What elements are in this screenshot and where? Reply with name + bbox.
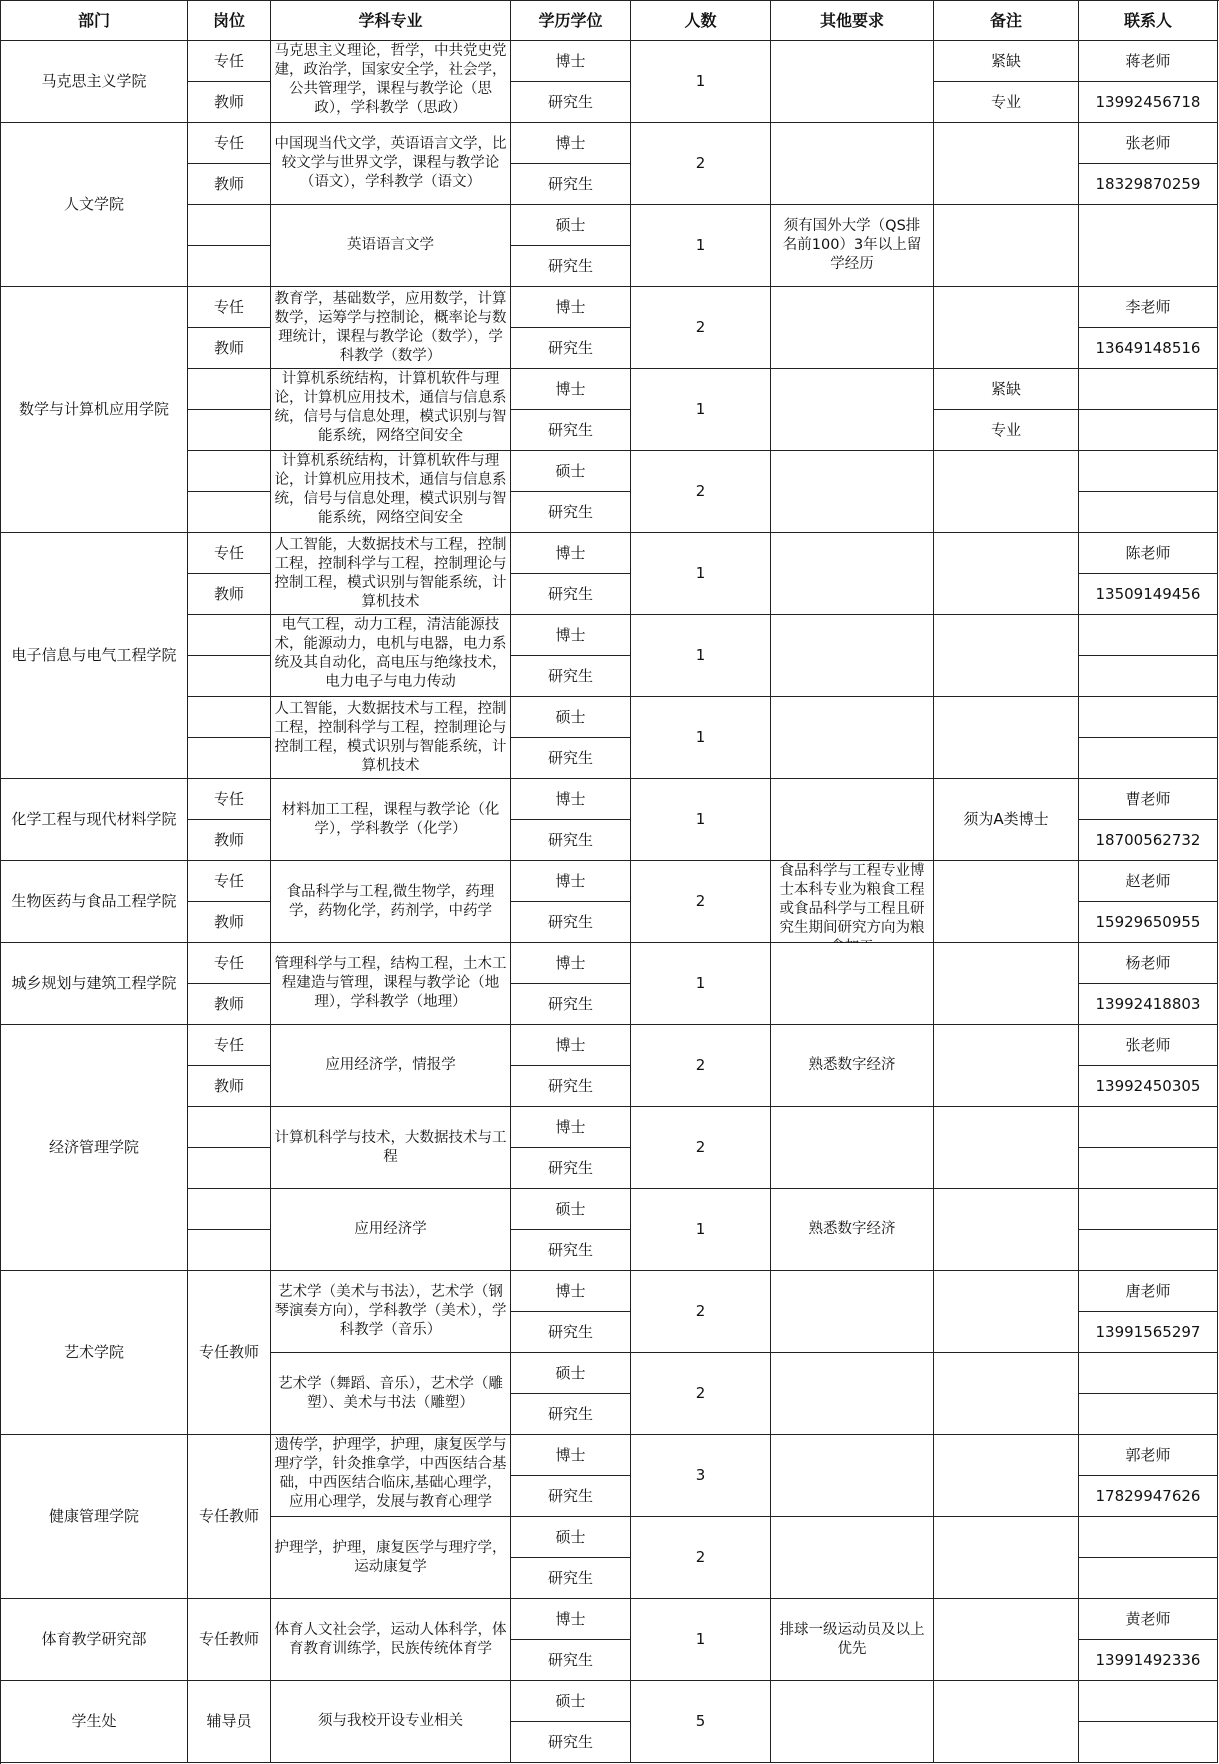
cell-department: 城乡规划与建筑工程学院 — [1, 943, 188, 1025]
cell-count: 2 — [631, 1271, 771, 1353]
cell-major: 计算机系统结构，计算机软件与理论，计算机应用技术，通信与信息系统，信号与信息处理，模式识别与智能系统，网络空间安全 — [271, 451, 511, 533]
cell-degree: 研究生 — [511, 820, 631, 861]
cell-major: 艺术学（美术与书法），艺术学（钢琴演奏方向），学科教学（美术），学科教学（音乐） — [271, 1271, 511, 1353]
cell-major: 应用经济学，情报学 — [271, 1025, 511, 1107]
cell-requirements — [771, 1353, 934, 1435]
cell-position — [188, 410, 271, 451]
cell-major: 遗传学，护理学，护理，康复医学与理疗学，针灸推拿学，中西医结合基础，中西医结合临床,基础心理学，应用心理学，发展与教育心理学 — [271, 1435, 511, 1517]
cell-degree: 研究生 — [511, 1312, 631, 1353]
cell-contact: 18700562732 — [1079, 820, 1218, 861]
cell-count: 1 — [631, 943, 771, 1025]
cell-remark — [934, 1681, 1079, 1763]
cell-contact — [1079, 615, 1218, 656]
cell-remark — [934, 1517, 1079, 1599]
header-count: 人数 — [631, 1, 771, 41]
cell-degree: 博士 — [511, 1271, 631, 1312]
cell-degree: 博士 — [511, 369, 631, 410]
cell-requirements — [771, 1107, 934, 1189]
cell-major: 教育学，基础数学，应用数学，计算数学，运筹学与控制论，概率论与数理统计，课程与教学论（数学），学科教学（数学） — [271, 287, 511, 369]
cell-count: 1 — [631, 779, 771, 861]
cell-degree: 研究生 — [511, 410, 631, 451]
cell-major: 人工智能，大数据技术与工程，控制工程，控制科学与工程，控制理论与控制工程，模式识别与智能系统，计算机技术 — [271, 533, 511, 615]
cell-degree: 研究生 — [511, 82, 631, 123]
cell-degree: 博士 — [511, 287, 631, 328]
cell-count: 2 — [631, 123, 771, 205]
cell-contact: 李老师 — [1079, 287, 1218, 328]
cell-position: 专任 — [188, 123, 271, 164]
cell-remark — [934, 1189, 1079, 1271]
header-major: 学科专业 — [271, 1, 511, 41]
cell-count: 2 — [631, 1353, 771, 1435]
cell-degree: 研究生 — [511, 1476, 631, 1517]
cell-contact: 13992456718 — [1079, 82, 1218, 123]
cell-major: 马克思主义理论，哲学，中共党史党建，政治学，国家安全学，社会学，公共管理学，课程与教学论（思政），学科教学（思政） — [271, 41, 511, 123]
cell-department: 化学工程与现代材料学院 — [1, 779, 188, 861]
cell-major: 电气工程，动力工程，清洁能源技术，能源动力，电机与电器，电力系统及其自动化，高电压与绝缘技术，电力电子与电力传动 — [271, 615, 511, 697]
cell-position: 专任 — [188, 779, 271, 820]
cell-position — [188, 656, 271, 697]
cell-position — [188, 451, 271, 492]
cell-major: 人工智能，大数据技术与工程，控制工程，控制科学与工程，控制理论与控制工程，模式识别与智能系统，计算机技术 — [271, 697, 511, 779]
cell-requirements — [771, 451, 934, 533]
cell-degree: 博士 — [511, 1435, 631, 1476]
cell-position — [188, 1107, 271, 1148]
cell-contact — [1079, 1722, 1218, 1763]
cell-degree: 研究生 — [511, 1394, 631, 1435]
cell-position: 专任 — [188, 41, 271, 82]
cell-degree: 博士 — [511, 123, 631, 164]
cell-position: 专任教师 — [188, 1435, 271, 1599]
cell-major: 英语语言文学 — [271, 205, 511, 287]
cell-degree: 研究生 — [511, 738, 631, 779]
cell-contact: 陈老师 — [1079, 533, 1218, 574]
cell-major: 应用经济学 — [271, 1189, 511, 1271]
recruitment-table — [1, 1, 1218, 1763]
cell-contact — [1079, 492, 1218, 533]
cell-position: 专任教师 — [188, 1599, 271, 1681]
cell-position: 教师 — [188, 328, 271, 369]
cell-department: 艺术学院 — [1, 1271, 188, 1435]
cell-contact — [1079, 1517, 1218, 1558]
cell-position: 专任 — [188, 287, 271, 328]
cell-position — [188, 205, 271, 246]
cell-degree: 博士 — [511, 779, 631, 820]
cell-position — [188, 1230, 271, 1271]
cell-remark — [934, 1107, 1079, 1189]
cell-position: 教师 — [188, 574, 271, 615]
cell-degree: 研究生 — [511, 1066, 631, 1107]
cell-requirements — [771, 1517, 934, 1599]
cell-remark — [934, 451, 1079, 533]
cell-remark — [934, 1025, 1079, 1107]
cell-contact: 张老师 — [1079, 123, 1218, 164]
cell-requirements: 食品科学与工程专业博士本科专业为粮食工程或食品科学与工程且研究生期间研究方向为粮 — [771, 861, 934, 943]
cell-requirements — [771, 1271, 934, 1353]
cell-degree: 博士 — [511, 533, 631, 574]
cell-remark: 专业 — [934, 410, 1079, 451]
cell-degree: 研究生 — [511, 492, 631, 533]
cell-remark: 紧缺 — [934, 369, 1079, 410]
cell-count: 1 — [631, 615, 771, 697]
cell-contact: 蒋老师 — [1079, 41, 1218, 82]
cell-requirements — [771, 697, 934, 779]
cell-contact — [1079, 656, 1218, 697]
cell-degree: 博士 — [511, 861, 631, 902]
cell-department: 人文学院 — [1, 123, 188, 287]
cell-position: 辅导员 — [188, 1681, 271, 1763]
cell-remark — [934, 533, 1079, 615]
cell-position: 专任 — [188, 1025, 271, 1066]
cell-contact — [1079, 1189, 1218, 1230]
cell-department: 马克思主义学院 — [1, 41, 188, 123]
cell-contact: 13649148516 — [1079, 328, 1218, 369]
cell-count: 1 — [631, 1599, 771, 1681]
cell-major: 护理学，护理，康复医学与理疗学，运动康复学 — [271, 1517, 511, 1599]
cell-requirements — [771, 123, 934, 205]
header-degree: 学历学位 — [511, 1, 631, 41]
cell-department: 学生处 — [1, 1681, 188, 1763]
cell-contact: 郭老师 — [1079, 1435, 1218, 1476]
cell-position — [188, 738, 271, 779]
cell-degree: 研究生 — [511, 574, 631, 615]
cell-contact: 张老师 — [1079, 1025, 1218, 1066]
cell-degree: 硕士 — [511, 697, 631, 738]
cell-contact — [1079, 1230, 1218, 1271]
cell-remark: 须为A类博士 — [934, 779, 1079, 861]
header-position: 岗位 — [188, 1, 271, 41]
cell-contact — [1079, 1394, 1218, 1435]
cell-count: 3 — [631, 1435, 771, 1517]
cell-department: 生物医药与食品工程学院 — [1, 861, 188, 943]
cell-count: 1 — [631, 369, 771, 451]
cell-count: 2 — [631, 1025, 771, 1107]
cell-requirements: 熟悉数字经济 — [771, 1189, 934, 1271]
cell-position: 专任教师 — [188, 1271, 271, 1435]
cell-contact — [1079, 738, 1218, 779]
header-department: 部门 — [1, 1, 188, 41]
cell-position: 专任 — [188, 533, 271, 574]
cell-major: 须与我校开设专业相关 — [271, 1681, 511, 1763]
cell-contact — [1079, 205, 1218, 287]
cell-degree: 博士 — [511, 1107, 631, 1148]
cell-degree: 硕士 — [511, 451, 631, 492]
cell-count: 2 — [631, 451, 771, 533]
cell-position — [188, 1148, 271, 1189]
cell-count: 2 — [631, 287, 771, 369]
cell-major: 体育人文社会学，运动人体科学，体育教育训练学，民族传统体育学 — [271, 1599, 511, 1681]
cell-requirements: 须有国外大学（QS排名前100）3年以上留学经历 — [771, 205, 934, 287]
cell-contact — [1079, 451, 1218, 492]
cell-degree: 博士 — [511, 1025, 631, 1066]
cell-contact: 13509149456 — [1079, 574, 1218, 615]
cell-contact: 唐老师 — [1079, 1271, 1218, 1312]
cell-major: 管理科学与工程，结构工程，土木工程建造与管理，课程与教学论（地理），学科教学（地理） — [271, 943, 511, 1025]
cell-position: 专任 — [188, 861, 271, 902]
cell-position — [188, 492, 271, 533]
cell-contact — [1079, 1107, 1218, 1148]
cell-contact: 13991492336 — [1079, 1640, 1218, 1681]
cell-count: 1 — [631, 533, 771, 615]
cell-remark — [934, 123, 1079, 205]
cell-contact: 13992450305 — [1079, 1066, 1218, 1107]
cell-position: 专任 — [188, 943, 271, 984]
cell-contact: 13992418803 — [1079, 984, 1218, 1025]
cell-degree: 研究生 — [511, 656, 631, 697]
cell-degree: 博士 — [511, 943, 631, 984]
cell-major: 食品科学与工程,微生物学，药理学，药物化学，药剂学，中药学 — [271, 861, 511, 943]
cell-count: 1 — [631, 41, 771, 123]
cell-major: 中国现当代文学，英语语言文学，比较文学与世界文学，课程与教学论（语文），学科教学（语文） — [271, 123, 511, 205]
cell-requirements — [771, 1681, 934, 1763]
cell-position — [188, 615, 271, 656]
cell-count: 1 — [631, 205, 771, 287]
cell-remark — [934, 1599, 1079, 1681]
cell-count: 2 — [631, 1107, 771, 1189]
cell-contact: 赵老师 — [1079, 861, 1218, 902]
cell-count: 2 — [631, 1517, 771, 1599]
cell-degree: 硕士 — [511, 1681, 631, 1722]
cell-degree: 研究生 — [511, 902, 631, 943]
cell-position: 教师 — [188, 984, 271, 1025]
cell-remark — [934, 861, 1079, 943]
cell-degree: 研究生 — [511, 1558, 631, 1599]
cell-position — [188, 1189, 271, 1230]
cell-degree: 博士 — [511, 1599, 631, 1640]
cell-contact — [1079, 410, 1218, 451]
cell-requirements — [771, 369, 934, 451]
cell-position — [188, 369, 271, 410]
cell-contact: 18329870259 — [1079, 164, 1218, 205]
cell-remark: 紧缺 — [934, 41, 1079, 82]
cell-requirements — [771, 533, 934, 615]
cell-contact — [1079, 1148, 1218, 1189]
cell-degree: 硕士 — [511, 1353, 631, 1394]
cell-requirements — [771, 1435, 934, 1517]
header-requirements: 其他要求 — [771, 1, 934, 41]
cell-contact: 13991565297 — [1079, 1312, 1218, 1353]
cell-count: 1 — [631, 697, 771, 779]
header-contact: 联系人 — [1079, 1, 1218, 41]
cell-department: 经济管理学院 — [1, 1025, 188, 1271]
cell-contact — [1079, 1681, 1218, 1722]
cell-remark — [934, 615, 1079, 697]
cell-position — [188, 246, 271, 287]
cell-remark — [934, 943, 1079, 1025]
cell-remark — [934, 697, 1079, 779]
cell-degree: 硕士 — [511, 205, 631, 246]
cell-position: 教师 — [188, 902, 271, 943]
cell-department: 体育教学研究部 — [1, 1599, 188, 1681]
cell-position — [188, 697, 271, 738]
cell-count: 1 — [631, 1189, 771, 1271]
cell-position: 教师 — [188, 164, 271, 205]
cell-contact: 15929650955 — [1079, 902, 1218, 943]
cell-degree: 博士 — [511, 615, 631, 656]
cell-degree: 研究生 — [511, 1148, 631, 1189]
cell-contact: 17829947626 — [1079, 1476, 1218, 1517]
cell-count: 5 — [631, 1681, 771, 1763]
cell-degree: 研究生 — [511, 984, 631, 1025]
cell-remark: 专业 — [934, 82, 1079, 123]
cell-contact — [1079, 697, 1218, 738]
cell-position: 教师 — [188, 82, 271, 123]
cell-department: 电子信息与电气工程学院 — [1, 533, 188, 779]
cell-contact — [1079, 369, 1218, 410]
cell-degree: 研究生 — [511, 164, 631, 205]
cell-department: 数学与计算机应用学院 — [1, 287, 188, 533]
header-remark: 备注 — [934, 1, 1079, 41]
cell-major: 材料加工工程，课程与教学论（化学），学科教学（化学） — [271, 779, 511, 861]
cell-department: 健康管理学院 — [1, 1435, 188, 1599]
cell-requirements — [771, 41, 934, 123]
cell-remark — [934, 1271, 1079, 1353]
cell-requirements — [771, 779, 934, 861]
cell-position: 教师 — [188, 1066, 271, 1107]
cell-remark — [934, 1353, 1079, 1435]
cell-count: 2 — [631, 861, 771, 943]
cell-degree: 研究生 — [511, 246, 631, 287]
cell-remark — [934, 287, 1079, 369]
cell-degree: 博士 — [511, 41, 631, 82]
cell-major: 计算机系统结构，计算机软件与理论，计算机应用技术，通信与信息系统，信号与信息处理，模式识别与智能系统，网络空间安全 — [271, 369, 511, 451]
cell-contact — [1079, 1558, 1218, 1599]
cell-degree: 硕士 — [511, 1517, 631, 1558]
cell-degree: 研究生 — [511, 1640, 631, 1681]
cell-requirements: 熟悉数字经济 — [771, 1025, 934, 1107]
cell-requirements: 排球一级运动员及以上优先 — [771, 1599, 934, 1681]
cell-degree: 硕士 — [511, 1189, 631, 1230]
cell-contact: 杨老师 — [1079, 943, 1218, 984]
cell-remark — [934, 205, 1079, 287]
cell-degree: 研究生 — [511, 1230, 631, 1271]
cell-degree: 研究生 — [511, 328, 631, 369]
cell-position: 教师 — [188, 820, 271, 861]
cell-remark — [934, 1435, 1079, 1517]
cell-requirements — [771, 287, 934, 369]
cell-major: 艺术学（舞蹈、音乐），艺术学（雕塑）、美术与书法（雕塑） — [271, 1353, 511, 1435]
cell-degree: 研究生 — [511, 1722, 631, 1763]
cell-requirements — [771, 615, 934, 697]
cell-contact — [1079, 1353, 1218, 1394]
cell-requirements — [771, 943, 934, 1025]
cell-major: 计算机科学与技术，大数据技术与工程 — [271, 1107, 511, 1189]
cell-contact: 曹老师 — [1079, 779, 1218, 820]
cell-contact: 黄老师 — [1079, 1599, 1218, 1640]
